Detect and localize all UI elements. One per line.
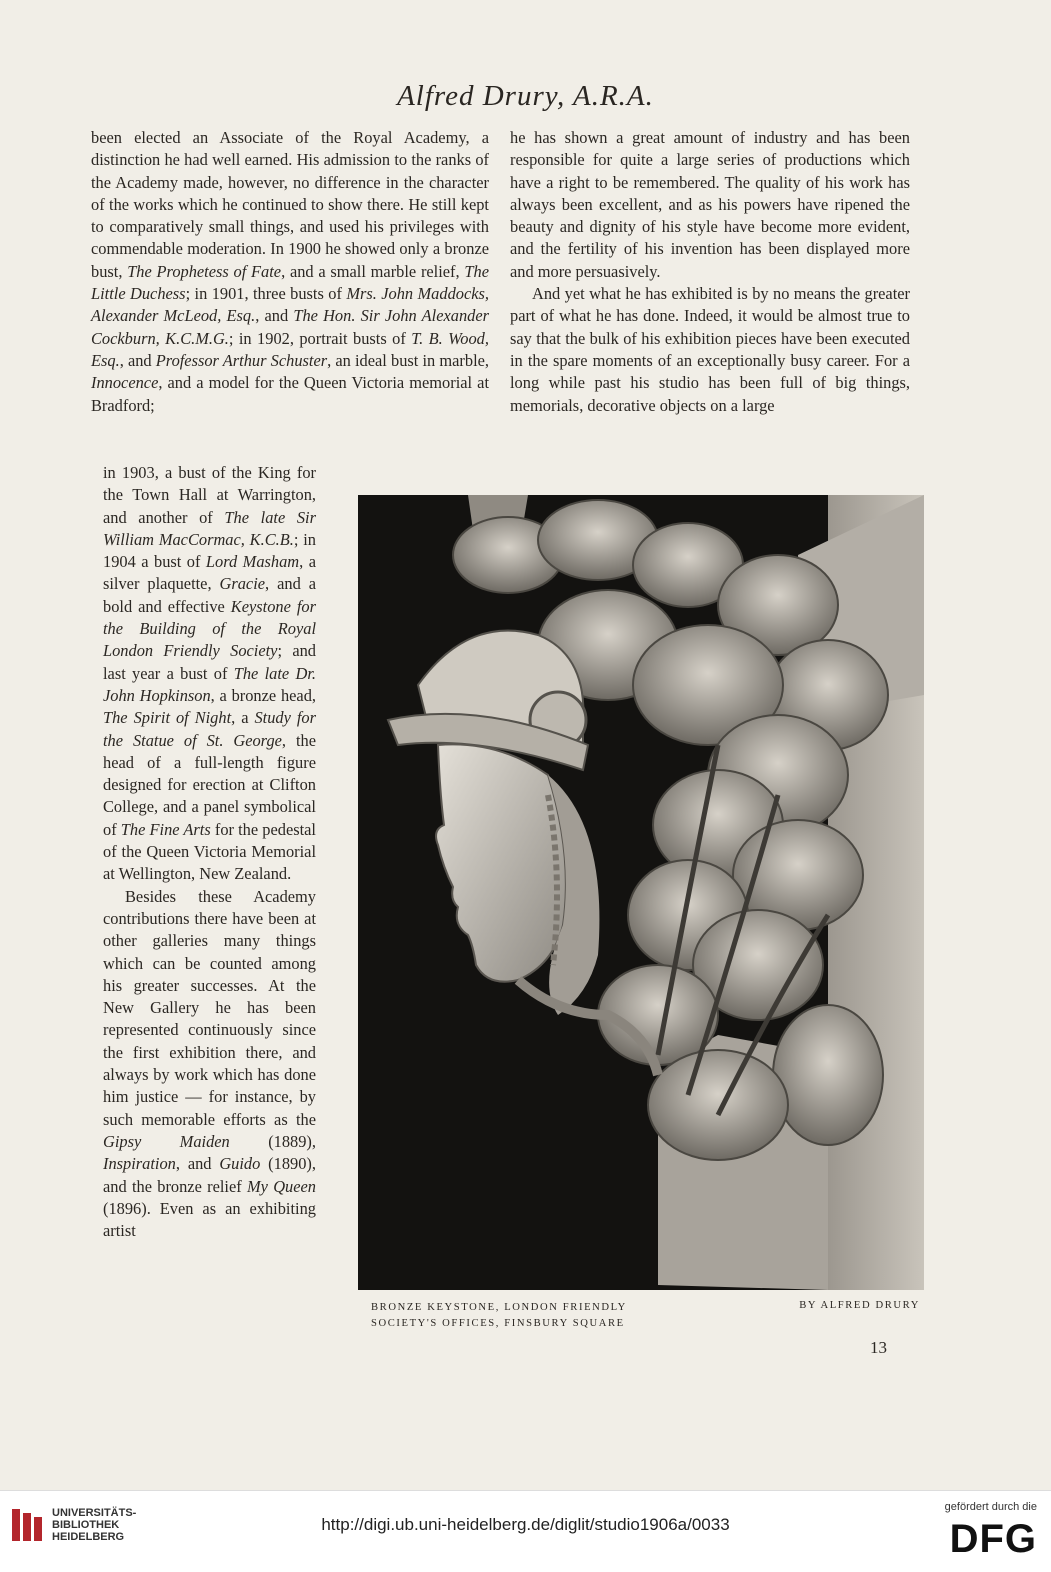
- dfg-logo[interactable]: DFG: [949, 1517, 1037, 1561]
- text-run: , and a small marble relief,: [281, 261, 465, 281]
- paragraph: he has shown a great amount of industry and has been responsible for quite a large series of productions which have a right to be remembered. The quality of his work has always been excellent, and as his powers have ripened the beauty and dignity of his style have become more evident, and the fertility of his invention has been displayed more and more persuasively.: [510, 128, 910, 281]
- funder-note: gefördert durch die: [944, 1501, 1037, 1513]
- text-run: , and a bold and effective: [103, 574, 316, 616]
- italic-title: The late Dr. John Hopkinson: [103, 663, 316, 705]
- paragraph: [103, 886, 316, 1243]
- keystone-photograph: [358, 495, 924, 1290]
- figure-credit: BY ALFRED DRURY: [799, 1300, 920, 1311]
- text-run: been elected an Associate of the Royal Academy, a distinction he had well earned. His admission to the ranks of the Academy made, however, no difference in the character of the works which he continued to show there. He still kept to comparatively small things, and used his privileges with commendable moderation. In 1900 he showed only a bronze bust,: [91, 128, 489, 281]
- text-run: (1896). Even as an exhibiting artist: [103, 1198, 316, 1241]
- italic-title: Gipsy Maiden: [103, 1131, 230, 1151]
- text-column-right: [510, 127, 910, 417]
- paragraph: [103, 462, 316, 886]
- italic-title: Lord Masham: [205, 552, 300, 572]
- italic-title: Inspiration: [103, 1154, 176, 1174]
- text-run: for the pedestal of the Queen Victoria Memorial at Wellington, New Zealand.: [103, 819, 316, 884]
- text-run: ; in 1902, portrait busts of: [228, 328, 412, 348]
- text-run: Besides these Academy contributions there have been at other galleries many things which can be counted among his greater successes. At the New Gallery he has been represented continuously since the first exhibition there, and always by work which has done him justice — for instance, by such memorable efforts as the: [103, 886, 316, 1129]
- viewer-footer: [0, 1490, 1051, 1572]
- italic-title: T. B. Wood, Esq.: [91, 328, 489, 370]
- italic-title: Mrs. John Maddocks, Alexander McLeod, Esq.: [91, 284, 489, 326]
- figure-caption: [371, 1300, 731, 1332]
- text-run: ; in 1904 a bust of: [103, 529, 316, 572]
- library-name-line: HEIDELBERG: [52, 1531, 125, 1543]
- text-run: , and: [175, 1154, 220, 1174]
- text-column-top-left: [91, 127, 489, 417]
- text-run: , a silver plaquette,: [103, 552, 316, 594]
- caption-line: SOCIETY'S OFFICES, FINSBURY SQUARE: [371, 1318, 625, 1329]
- italic-title: The Hon. Sir John Alexander Cockburn, K.C.M.G.: [91, 306, 489, 348]
- text-run: , a bronze head,: [210, 685, 316, 705]
- text-run: , and a model for the Queen Victoria memorial at Bradford;: [91, 373, 489, 415]
- text-run: ; and last year a bust of: [103, 641, 316, 683]
- text-run: , and: [255, 306, 294, 326]
- italic-title: The late Sir William MacCormac, K.C.B.: [103, 507, 316, 549]
- text-run: , a: [231, 708, 255, 728]
- text-run: (1890), and the bronze relief: [103, 1154, 316, 1196]
- italic-title: Gracie: [219, 574, 266, 594]
- text-run: , the head of a full-length figure designed for erection at Clifton College, and a panel symbolical of: [103, 730, 316, 839]
- text-run: in 1903, a bust of the King for the Town Hall at Warrington, and another of: [103, 463, 316, 527]
- italic-title: Professor Arthur Schuster: [155, 350, 328, 370]
- permalink-url[interactable]: http://digi.ub.uni-heidelberg.de/diglit/studio1906a/0033: [321, 1515, 730, 1534]
- running-header: Alfred Drury, A.R.A.: [397, 80, 654, 112]
- library-name-line: BIBLIOTHEK: [52, 1519, 120, 1531]
- caption-line: BRONZE KEYSTONE, LONDON FRIENDLY: [371, 1302, 627, 1313]
- italic-title: The Spirit of Night: [103, 708, 232, 728]
- paragraph: [91, 127, 489, 417]
- paragraph: And yet what he has exhibited is by no means the greater part of what he has done. Indeed, it would be almost true to say that the bulk of his exhibition pieces have been executed in the spare moments of an exceptionally busy career. For a long while past his studio has been full of big things, memorials, decorative objects on a large: [510, 284, 910, 415]
- text-run: , and: [119, 350, 156, 370]
- italic-title: Guido: [219, 1154, 261, 1174]
- library-name-line: UNIVERSITÄTS-: [52, 1507, 137, 1519]
- text-run: (1889),: [229, 1131, 316, 1151]
- italic-title: My Queen: [247, 1176, 316, 1196]
- italic-title: The Fine Arts: [120, 819, 211, 839]
- keystone-sculpture-image: [358, 495, 924, 1290]
- italic-title: Innocence: [91, 373, 159, 393]
- italic-title: Study for the Statue of St. George: [103, 708, 317, 750]
- italic-title: Keystone for the Building of the Royal London Friendly Society: [103, 596, 316, 661]
- text-column-narrow: [103, 462, 316, 1242]
- italic-title: The Little Duchess: [91, 261, 489, 304]
- page-number: 13: [870, 1338, 887, 1357]
- text-run: ; in 1901, three busts of: [185, 284, 347, 304]
- italic-title: The Prophetess of Fate: [127, 261, 282, 281]
- text-run: , an ideal bust in marble,: [327, 350, 489, 370]
